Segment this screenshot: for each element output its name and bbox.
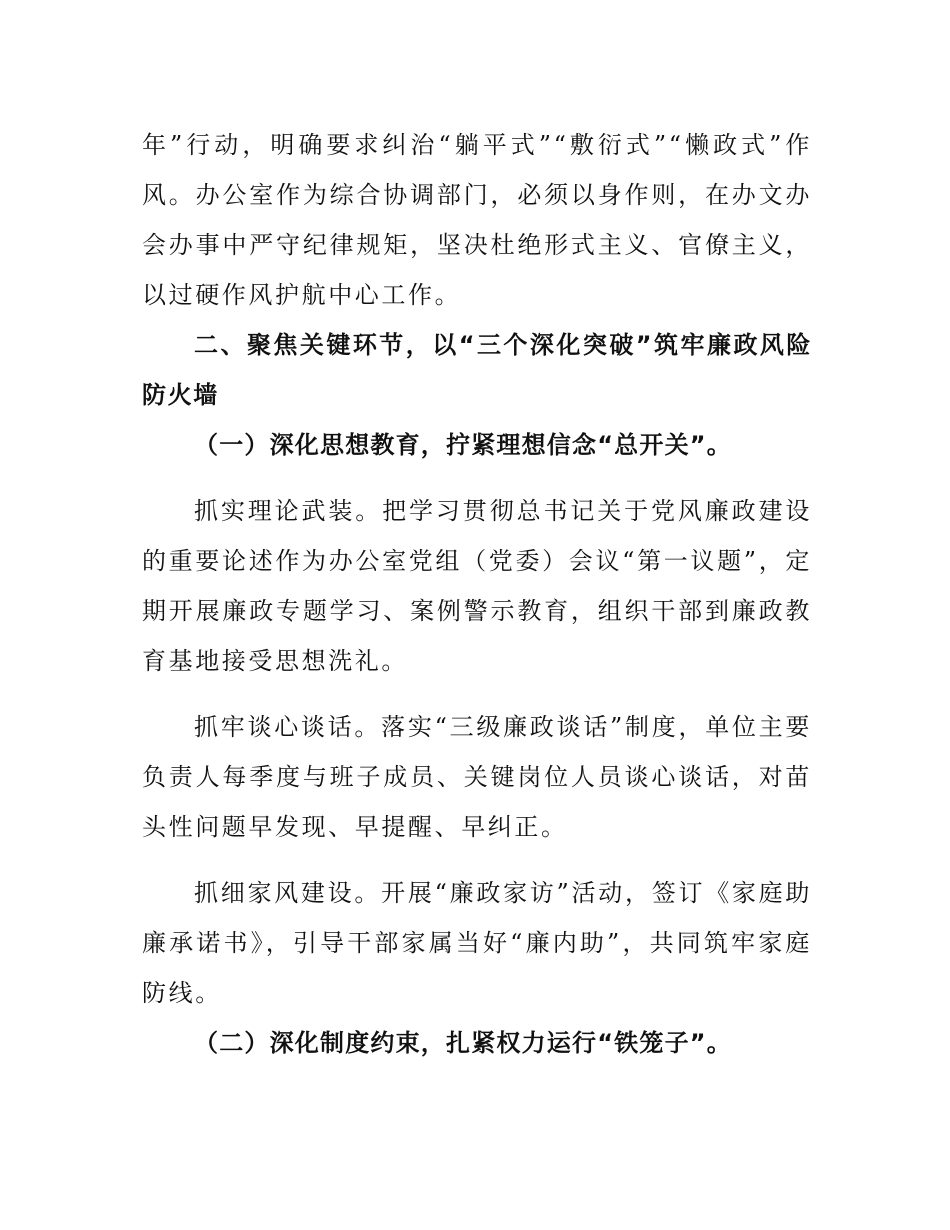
paragraph-theory-study: 抓实理论武装。把学习贯彻总书记关于党风廉政建设的重要论述作为办公室党组（党委）会议“第一议题”，定期开展廉政专题学习、案例警示教育，组织干部到廉政教育基地接受思想洗礼。 bbox=[142, 497, 812, 675]
section-heading-two: 二、聚焦关键环节，以“三个深化突破”筑牢廉政风险防火墙 bbox=[142, 331, 812, 409]
subsection-heading-institution: （二）深化制度约束，扎紧权力运行“铁笼子”。 bbox=[194, 1029, 732, 1057]
document-body bbox=[142, 120, 812, 1068]
paragraph-family-style: 抓细家风建设。开展“廉政家访”活动，签订《家庭助廉承诺书》，引导干部家属当好“廉内助”，共同筑牢家庭防线。 bbox=[142, 879, 812, 1007]
paragraph-heart-talks: 抓牢谈心谈话。落实“三级廉政谈话”制度，单位主要负责人每季度与班子成员、关键岗位人员谈心谈话，对苗头性问题早发现、早提醒、早纠正。 bbox=[142, 713, 812, 841]
subsection-heading-ideology: （一）深化思想教育，拧紧理想信念“总开关”。 bbox=[194, 431, 732, 459]
paragraph-work-style: 年”行动，明确要求纠治“躺平式”“敷衍式”“懒政式”作风。办公室作为综合协调部门，必须以身作则，在办文办会办事中严守纪律规矩，坚决杜绝形式主义、官僚主义，以过硬作风护航中心工作。 bbox=[142, 131, 812, 309]
